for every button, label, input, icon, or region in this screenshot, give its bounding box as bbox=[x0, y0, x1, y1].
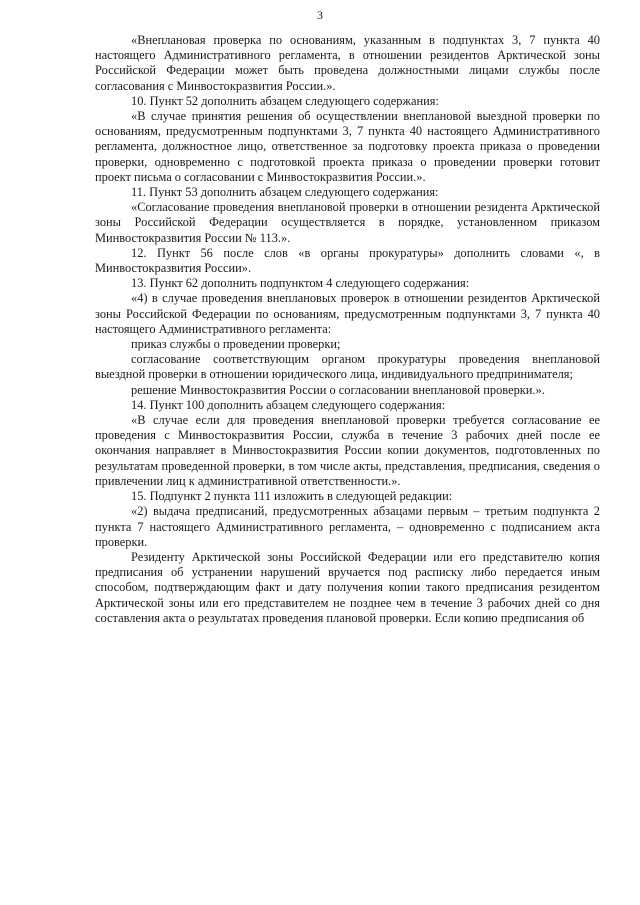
paragraph-10: согласование соответствующим органом прокуратуры проведения внеплановой выездной проверки в отношении юридического лица, индивидуального предпринимателя; bbox=[95, 352, 600, 382]
document-body bbox=[95, 33, 600, 626]
paragraph-11: решение Минвостокразвития России о согласовании внеплановой проверки.». bbox=[131, 382, 545, 397]
paragraph-13: «В случае если для проведения внеплановой проверки требуется согласование ее проведения с Минвостокразвития России, служба в течение 3 рабочих дней после ее окончания направляет в Минвостокразвития России копии документов, подготовленных по результатам проведенной проверки, в том числе акты, представления, предписания, сведения о привлечении лиц к административной ответственности.». bbox=[95, 413, 600, 488]
paragraph-15: «2) выдача предписаний, предусмотренных абзацами первым – третьим подпункта 2 пункта 7 настоящего Административного регламента, – одновременно с подписанием акта проверки. bbox=[95, 504, 600, 549]
paragraph-9: приказ службы о проведении проверки; bbox=[131, 337, 341, 352]
page-number: 3 bbox=[317, 8, 323, 22]
paragraph-14: 15. Подпункт 2 пункта 111 изложить в следующей редакции: bbox=[131, 489, 453, 504]
paragraph-1: «Внеплановая проверка по основаниям, указанным в подпунктах 3, 7 пункта 40 настоящего Административного регламента, в отношении резидентов Арктической зоны Российской Федерации может быть проведена должностными лицами службы после согласования с Минвостокразвития России.». bbox=[95, 33, 600, 93]
paragraph-8: «4) в случае проведения внеплановых проверок в отношении резидентов Арктической зоны Российской Федерации по основаниям, предусмотренным подпунктами 3, 7 пункта 40 настоящего Административного регламента: bbox=[95, 291, 600, 336]
paragraph-3: «В случае принятия решения об осуществлении внеплановой выездной проверки по основаниям, предусмотренным подпунктами 3, 7 пункта 40 настоящего Административного регламента, должностное лицо, ответственное за подготовку проекта приказа о проведении проверки, одновременно с подготовкой проекта приказа о проведении проверки готовит проект письма о согласовании с Минвостокразвития России.». bbox=[95, 109, 600, 184]
paragraph-7: 13. Пункт 62 дополнить подпунктом 4 следующего содержания: bbox=[131, 276, 470, 291]
paragraph-16: Резиденту Арктической зоны Российской Федерации или его представителю копия предписания об устранении нарушений вручается под расписку либо передается иным способом, подтверждающим факт и дату получения копии такого предписания резидентом Арктической зоны или его представителем не позднее чем в течение 3 рабочих дней со дня составления акта о результатах проведения плановой проверки. Если копию предписания об bbox=[95, 549, 600, 625]
paragraph-6: 12. Пункт 56 после слов «в органы прокуратуры» дополнить словами «, в Минвостокразвития России». bbox=[95, 245, 600, 276]
paragraph-12: 14. Пункт 100 дополнить абзацем следующего содержания: bbox=[131, 397, 446, 412]
paragraph-5: «Согласование проведения внеплановой проверки в отношении резидента Арктической зоны Российской Федерации осуществляется в порядке, установленном приказом Минвостокразвития России № 113.». bbox=[95, 200, 600, 245]
paragraph-4: 11. Пункт 53 дополнить абзацем следующего содержания: bbox=[131, 185, 439, 200]
paragraph-2: 10. Пункт 52 дополнить абзацем следующего содержания: bbox=[131, 93, 439, 108]
